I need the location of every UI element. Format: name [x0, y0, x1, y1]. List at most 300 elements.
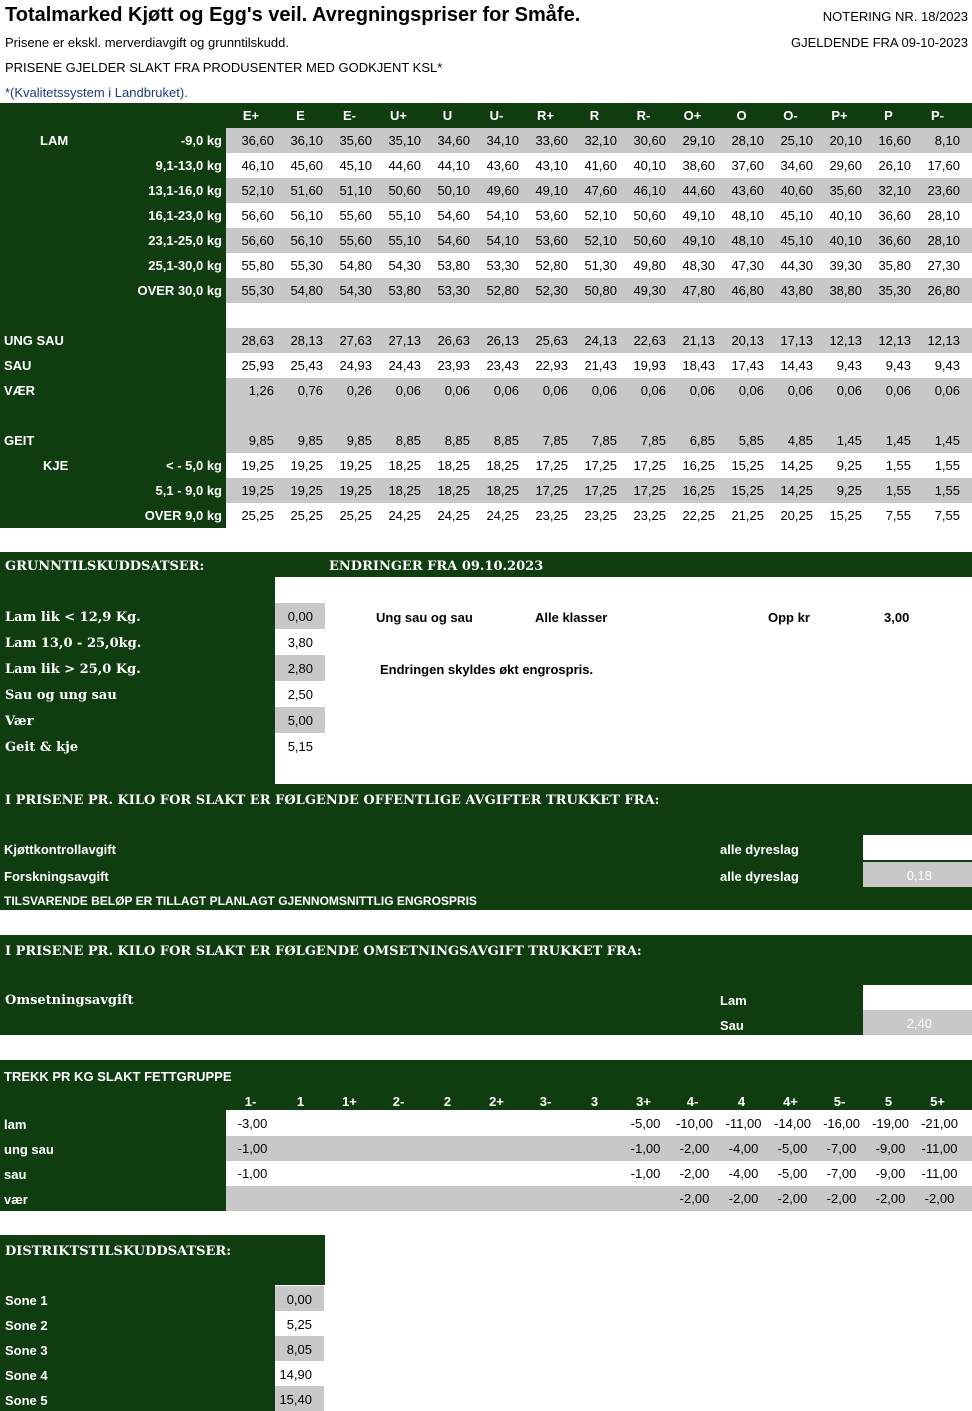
class-header: E: [296, 108, 305, 123]
price-cell: 35,60: [829, 183, 862, 198]
price-cell: 54,10: [486, 208, 519, 223]
price-cell: 37,60: [731, 158, 764, 173]
animal-group-label: LAM: [40, 133, 69, 148]
public-fees-section: [0, 784, 972, 910]
fat-group-header: 1-: [244, 1094, 257, 1109]
price-cell: 1,45: [885, 433, 911, 448]
price-cell: 43,10: [535, 158, 568, 173]
price-row: [0, 328, 972, 353]
grunntilskudd-title: GRUNNTILSKUDDSATSER:: [5, 559, 205, 574]
class-header: U+: [390, 108, 407, 123]
price-cell: 18,25: [388, 483, 421, 498]
price-cell: 14,25: [780, 483, 813, 498]
price-cell: 8,85: [395, 433, 421, 448]
price-cell: 40,60: [780, 183, 813, 198]
price-cell: 20,25: [780, 508, 813, 523]
turnover-fee-section: [0, 935, 972, 1035]
price-cell: 39,30: [829, 258, 862, 273]
price-cell: 55,30: [290, 258, 323, 273]
price-cell: 12,13: [927, 333, 960, 348]
base-grant-label: Lam lik < 12,9 Kg.: [5, 610, 141, 625]
price-cell: 53,80: [437, 258, 470, 273]
turnover-fee-label: Omsetningsavgift: [5, 993, 134, 1008]
price-row: [0, 378, 972, 403]
price-cell: 53,80: [388, 283, 421, 298]
price-cell: 0,06: [395, 383, 421, 398]
price-cell: 14,43: [780, 358, 813, 373]
weight-class-label: 13,1-16,0 kg: [148, 183, 222, 198]
price-cell: 54,10: [486, 233, 519, 248]
price-cell: 9,25: [836, 458, 862, 473]
price-cell: 48,10: [731, 208, 764, 223]
price-cell: 55,60: [339, 233, 372, 248]
price-row: [0, 128, 972, 153]
base-grant-label: Sau og ung sau: [5, 688, 117, 703]
fat-group-header: 4-: [686, 1094, 699, 1109]
price-cell: 44,60: [682, 183, 715, 198]
class-header: P+: [831, 108, 848, 123]
price-cell: 47,80: [682, 283, 715, 298]
price-table: [0, 103, 972, 528]
district-zone-value: 15,40: [275, 1386, 324, 1411]
price-cell: 19,25: [339, 458, 372, 473]
price-cell: 21,43: [584, 358, 617, 373]
price-cell: 17,25: [633, 483, 666, 498]
animal-group-label: GEIT: [4, 433, 35, 448]
fat-group-header: 1: [296, 1094, 305, 1109]
fat-deduction-label: sau: [4, 1167, 27, 1182]
price-cell: 54,60: [437, 233, 470, 248]
price-cell: 12,13: [829, 333, 862, 348]
base-grant-value: 5,15: [275, 733, 325, 759]
price-cell: 23,60: [927, 183, 960, 198]
fat-deduction-row: [0, 1136, 972, 1161]
fat-deduction-label: ung sau: [4, 1142, 54, 1157]
weight-class-label: -9,0 kg: [180, 133, 222, 148]
animal-group-label: VÆR: [4, 383, 36, 398]
price-cell: 9,25: [836, 483, 862, 498]
price-cell: 27,13: [388, 333, 421, 348]
price-cell: 36,10: [290, 133, 323, 148]
price-cell: 19,25: [241, 483, 274, 498]
price-cell: 24,43: [388, 358, 421, 373]
fat-deduction-row: [0, 1186, 972, 1211]
turnover-fee-scope: Sau: [720, 1018, 744, 1033]
price-row: [0, 503, 972, 528]
price-cell: 44,60: [388, 158, 421, 173]
price-cell: 51,30: [584, 258, 617, 273]
fee-value: 0,39: [863, 835, 972, 860]
notering-number: NOTERING NR. 18/2023: [822, 9, 968, 24]
fat-deduction-cell: -5,00: [630, 1116, 661, 1131]
district-zone-value: 5,25: [275, 1311, 324, 1336]
class-header: O+: [683, 108, 702, 123]
price-cell: 18,25: [437, 483, 470, 498]
price-cell: 49,10: [682, 233, 715, 248]
fat-deduction-label: vær: [4, 1192, 28, 1207]
price-cell: 48,10: [731, 233, 764, 248]
price-cell: 29,10: [682, 133, 715, 148]
price-cell: 27,30: [927, 258, 960, 273]
price-cell: 19,25: [290, 483, 323, 498]
price-cell: 0,06: [640, 383, 666, 398]
fee-scope: alle dyreslag: [720, 842, 799, 857]
price-cell: 22,63: [633, 333, 666, 348]
price-cell: 53,60: [535, 208, 568, 223]
price-cell: 8,85: [493, 433, 519, 448]
district-zone-label: Sone 3: [5, 1343, 48, 1358]
class-header: R: [589, 108, 600, 123]
price-row: [0, 178, 972, 203]
price-row: [0, 253, 972, 278]
note-vat: Prisene er ekskl. merverdiavgift og grunntilskudd.: [5, 35, 289, 50]
price-cell: 9,43: [885, 358, 911, 373]
fat-group-header: 2+: [489, 1094, 504, 1109]
price-cell: 52,30: [535, 283, 568, 298]
price-cell: 28,13: [290, 333, 323, 348]
class-header: R+: [537, 108, 554, 123]
fee-label: Forskningsavgift: [4, 869, 109, 884]
base-grant-value: 5,00: [275, 707, 325, 733]
price-cell: 43,60: [731, 183, 764, 198]
price-cell: 19,93: [633, 358, 666, 373]
district-zone-label: Sone 1: [5, 1293, 48, 1308]
fat-group-header: 3-: [539, 1094, 552, 1109]
public-fees-title: I PRISENE PR. KILO FOR SLAKT ER FØLGENDE OFFENTLIGE AVGIFTER TRUKKET FRA:: [5, 793, 660, 808]
price-cell: 21,13: [682, 333, 715, 348]
price-cell: 36,60: [878, 233, 911, 248]
price-cell: 9,85: [248, 433, 274, 448]
price-cell: 25,25: [339, 508, 372, 523]
price-cell: 17,25: [535, 483, 568, 498]
price-cell: 52,80: [535, 258, 568, 273]
price-cell: 17,43: [731, 358, 764, 373]
class-header: R-: [636, 108, 651, 123]
price-cell: 17,25: [535, 458, 568, 473]
price-cell: 56,60: [241, 233, 274, 248]
price-cell: 29,60: [829, 158, 862, 173]
fat-deduction-cell: -5,00: [777, 1166, 808, 1181]
price-cell: 50,10: [437, 183, 470, 198]
change-animal: Ung sau og sau: [376, 610, 473, 625]
weight-class-label: 5,1 - 9,0 kg: [155, 483, 222, 498]
class-header: E+: [242, 108, 260, 123]
fat-deduction-section: [0, 1060, 972, 1211]
price-cell: 35,60: [339, 133, 372, 148]
price-cell: 25,25: [290, 508, 323, 523]
price-row: [0, 403, 972, 428]
weight-class-label: 9,1-13,0 kg: [155, 158, 222, 173]
class-header: U: [442, 108, 453, 123]
price-cell: 0,06: [689, 383, 715, 398]
price-cell: 49,80: [633, 258, 666, 273]
turnover-fee-value: 2,40: [863, 1010, 972, 1035]
price-cell: 55,10: [388, 208, 421, 223]
price-cell: 32,10: [584, 133, 617, 148]
price-cell: 52,10: [584, 208, 617, 223]
price-cell: 25,63: [535, 333, 568, 348]
price-cell: 22,25: [682, 508, 715, 523]
fat-group-header: 2: [443, 1094, 452, 1109]
base-grant-label: Geit & kje: [5, 740, 79, 755]
fat-deduction-cell: -16,00: [823, 1116, 860, 1131]
price-cell: 55,60: [339, 208, 372, 223]
base-grant-value: 3,80: [275, 629, 325, 655]
fat-deduction-cell: -2,00: [728, 1191, 759, 1206]
price-cell: 35,30: [878, 283, 911, 298]
price-cell: 55,10: [388, 233, 421, 248]
price-cell: 28,10: [731, 133, 764, 148]
price-cell: 7,85: [591, 433, 617, 448]
price-cell: 44,10: [437, 158, 470, 173]
price-cell: 49,10: [682, 208, 715, 223]
fat-deduction-title: TREKK PR KG SLAKT FETTGRUPPE: [4, 1069, 232, 1084]
price-cell: 19,25: [290, 458, 323, 473]
price-cell: 49,60: [486, 183, 519, 198]
price-row: [0, 228, 972, 253]
price-cell: 24,25: [437, 508, 470, 523]
weight-class-label: < - 5,0 kg: [166, 458, 222, 473]
price-cell: 0,06: [493, 383, 519, 398]
turnover-fee-scope: Lam: [720, 993, 747, 1008]
price-cell: 30,60: [633, 133, 666, 148]
price-cell: 24,25: [388, 508, 421, 523]
fat-deduction-cell: -9,00: [875, 1141, 906, 1156]
animal-group-label: UNG SAU: [4, 333, 64, 348]
fat-deduction-cell: -2,00: [826, 1191, 857, 1206]
price-cell: 9,85: [297, 433, 323, 448]
price-cell: 17,25: [633, 458, 666, 473]
price-cell: 17,25: [584, 483, 617, 498]
change-classes: Alle klasser: [535, 610, 608, 625]
price-cell: 35,10: [388, 133, 421, 148]
fat-deduction-cell: -11,00: [921, 1166, 958, 1181]
price-cell: 20,13: [731, 333, 764, 348]
fat-deduction-row: [0, 1111, 972, 1136]
price-cell: 0,06: [836, 383, 862, 398]
price-cell: 21,25: [731, 508, 764, 523]
fee-scope: alle dyreslag: [720, 869, 799, 884]
price-cell: 15,25: [731, 483, 764, 498]
fat-deduction-cell: -21,00: [921, 1116, 958, 1131]
note-ksl-explanation: *(Kvalitetssystem i Landbruket).: [5, 85, 188, 100]
valid-from: GJELDENDE FRA 09-10-2023: [790, 35, 968, 50]
price-cell: 44,30: [780, 258, 813, 273]
price-cell: 18,25: [486, 458, 519, 473]
fat-group-header: 4+: [783, 1094, 798, 1109]
price-cell: 18,25: [437, 458, 470, 473]
price-cell: 12,13: [878, 333, 911, 348]
fee-value: 0,18: [863, 862, 972, 887]
price-cell: 8,85: [444, 433, 470, 448]
price-cell: 9,43: [934, 358, 960, 373]
class-header: U-: [489, 108, 504, 123]
price-cell: 17,25: [584, 458, 617, 473]
fat-group-header: 4: [737, 1094, 746, 1109]
price-cell: 24,25: [486, 508, 519, 523]
base-grant-value: 2,80: [275, 655, 325, 681]
price-cell: 23,43: [486, 358, 519, 373]
fat-group-header: 2-: [392, 1094, 405, 1109]
price-cell: 26,80: [927, 283, 960, 298]
price-cell: 7,55: [934, 508, 960, 523]
price-cell: 25,93: [241, 358, 274, 373]
price-cell: 25,10: [780, 133, 813, 148]
class-header: O: [736, 108, 747, 123]
base-grant-value: 2,50: [275, 681, 325, 707]
fat-deduction-cell: -19,00: [872, 1116, 909, 1131]
price-cell: 35,80: [878, 258, 911, 273]
price-cell: 5,85: [738, 433, 764, 448]
price-cell: 7,55: [885, 508, 911, 523]
fat-deduction-label: lam: [4, 1117, 27, 1132]
fat-group-header: 1+: [342, 1094, 357, 1109]
price-cell: 32,10: [878, 183, 911, 198]
price-cell: 23,25: [584, 508, 617, 523]
class-header: O-: [783, 108, 798, 123]
price-cell: 46,80: [731, 283, 764, 298]
price-cell: 24,13: [584, 333, 617, 348]
price-cell: 54,80: [290, 283, 323, 298]
fat-deduction-cell: -7,00: [826, 1141, 857, 1156]
price-cell: 22,93: [535, 358, 568, 373]
weight-class-label: OVER 30,0 kg: [137, 283, 222, 298]
weight-class-label: 25,1-30,0 kg: [148, 258, 222, 273]
price-cell: 23,25: [535, 508, 568, 523]
price-cell: 48,30: [682, 258, 715, 273]
fat-group-header: 3: [590, 1094, 599, 1109]
change-direction: Opp kr: [768, 610, 810, 625]
price-cell: 17,13: [780, 333, 813, 348]
price-cell: 49,30: [633, 283, 666, 298]
price-cell: 50,60: [633, 208, 666, 223]
fat-deduction-cell: -7,00: [826, 1166, 857, 1181]
price-cell: 34,60: [437, 133, 470, 148]
price-cell: 26,13: [486, 333, 519, 348]
fat-deduction-cell: -11,00: [921, 1141, 958, 1156]
price-row: [0, 278, 972, 303]
price-cell: 50,60: [388, 183, 421, 198]
price-cell: 17,60: [927, 158, 960, 173]
fat-group-header: 3+: [636, 1094, 651, 1109]
fat-deduction-row: [0, 1161, 972, 1186]
base-grant-label: Lam 13,0 - 25,0kg.: [5, 636, 142, 651]
price-cell: 18,43: [682, 358, 715, 373]
price-cell: 55,80: [241, 258, 274, 273]
district-zone-label: Sone 2: [5, 1318, 48, 1333]
price-cell: 34,10: [486, 133, 519, 148]
price-row: [0, 353, 972, 378]
price-cell: 16,25: [682, 458, 715, 473]
price-cell: 6,85: [689, 433, 715, 448]
price-cell: 45,60: [290, 158, 323, 173]
fat-group-header: 5-: [833, 1094, 846, 1109]
change-amount: 3,00: [884, 610, 910, 625]
price-cell: 46,10: [241, 158, 274, 173]
price-cell: 1,55: [934, 483, 960, 498]
fat-deduction-cell: -14,00: [774, 1116, 811, 1131]
price-cell: 27,63: [339, 333, 372, 348]
price-cell: 34,60: [780, 158, 813, 173]
price-cell: 26,10: [878, 158, 911, 173]
price-cell: 51,10: [339, 183, 372, 198]
price-cell: 0,06: [934, 383, 960, 398]
price-cell: 25,43: [290, 358, 323, 373]
price-cell: 43,80: [780, 283, 813, 298]
weight-class-label: OVER 9,0 kg: [144, 508, 222, 523]
district-zone-label: Sone 5: [5, 1393, 48, 1408]
price-cell: 52,10: [241, 183, 274, 198]
base-grant-label: Lam lik > 25,0 Kg.: [5, 662, 141, 677]
weight-class-label: 23,1-25,0 kg: [148, 233, 222, 248]
price-cell: 16,60: [878, 133, 911, 148]
price-cell: 33,60: [535, 133, 568, 148]
price-cell: 45,10: [780, 233, 813, 248]
price-cell: 15,25: [731, 458, 764, 473]
district-zone-value: 14,90: [275, 1361, 324, 1386]
price-cell: 47,60: [584, 183, 617, 198]
price-cell: 40,10: [829, 208, 862, 223]
price-cell: 14,25: [780, 458, 813, 473]
price-cell: 1,45: [934, 433, 960, 448]
fat-deduction-cell: -2,00: [875, 1191, 906, 1206]
price-cell: 23,25: [633, 508, 666, 523]
price-cell: 0,06: [591, 383, 617, 398]
change-reason: Endringen skyldes økt engrospris.: [380, 662, 594, 677]
price-cell: 1,45: [836, 433, 862, 448]
fat-deduction-cell: -2,00: [777, 1191, 808, 1206]
changes-title: ENDRINGER FRA 09.10.2023: [329, 559, 544, 574]
price-row: [0, 303, 972, 328]
price-cell: 40,10: [633, 158, 666, 173]
price-cell: 28,63: [241, 333, 274, 348]
fat-deduction-cell: -2,00: [924, 1191, 955, 1206]
fee-footnote: TILSVARENDE BELØP ER TILLAGT PLANLAGT GJENNOMSNITTLIG ENGROSPRIS: [4, 894, 477, 908]
price-cell: 0,06: [738, 383, 764, 398]
price-cell: 7,85: [542, 433, 568, 448]
district-zone-value: 8,05: [275, 1336, 324, 1361]
price-cell: 54,30: [339, 283, 372, 298]
price-cell: 26,63: [437, 333, 470, 348]
price-cell: 36,60: [241, 133, 274, 148]
weight-class-label: 16,1-23,0 kg: [148, 208, 222, 223]
price-cell: 56,10: [290, 233, 323, 248]
animal-group-label: SAU: [4, 358, 32, 373]
fat-group-header: 5: [884, 1094, 893, 1109]
price-cell: 56,60: [241, 208, 274, 223]
base-grant-label: Vær: [5, 714, 34, 729]
price-cell: 53,30: [437, 283, 470, 298]
price-cell: 38,80: [829, 283, 862, 298]
price-cell: 0,26: [346, 383, 372, 398]
price-cell: 18,25: [486, 483, 519, 498]
price-cell: 52,80: [486, 283, 519, 298]
price-cell: 24,93: [339, 358, 372, 373]
price-row: [0, 453, 972, 478]
fat-group-header: 5+: [930, 1094, 945, 1109]
fat-deduction-cell: -4,00: [728, 1166, 759, 1181]
price-cell: 54,30: [388, 258, 421, 273]
district-section: [0, 1235, 325, 1411]
price-cell: 19,25: [339, 483, 372, 498]
turnover-fee-title: I PRISENE PR. KILO FOR SLAKT ER FØLGENDE OMSETNINGSAVGIFT TRUKKET FRA:: [5, 944, 642, 959]
price-cell: 41,60: [584, 158, 617, 173]
base-grant-value: 0,00: [275, 603, 325, 629]
price-cell: 40,10: [829, 233, 862, 248]
price-cell: 9,85: [346, 433, 372, 448]
price-cell: 43,60: [486, 158, 519, 173]
price-cell: 54,60: [437, 208, 470, 223]
